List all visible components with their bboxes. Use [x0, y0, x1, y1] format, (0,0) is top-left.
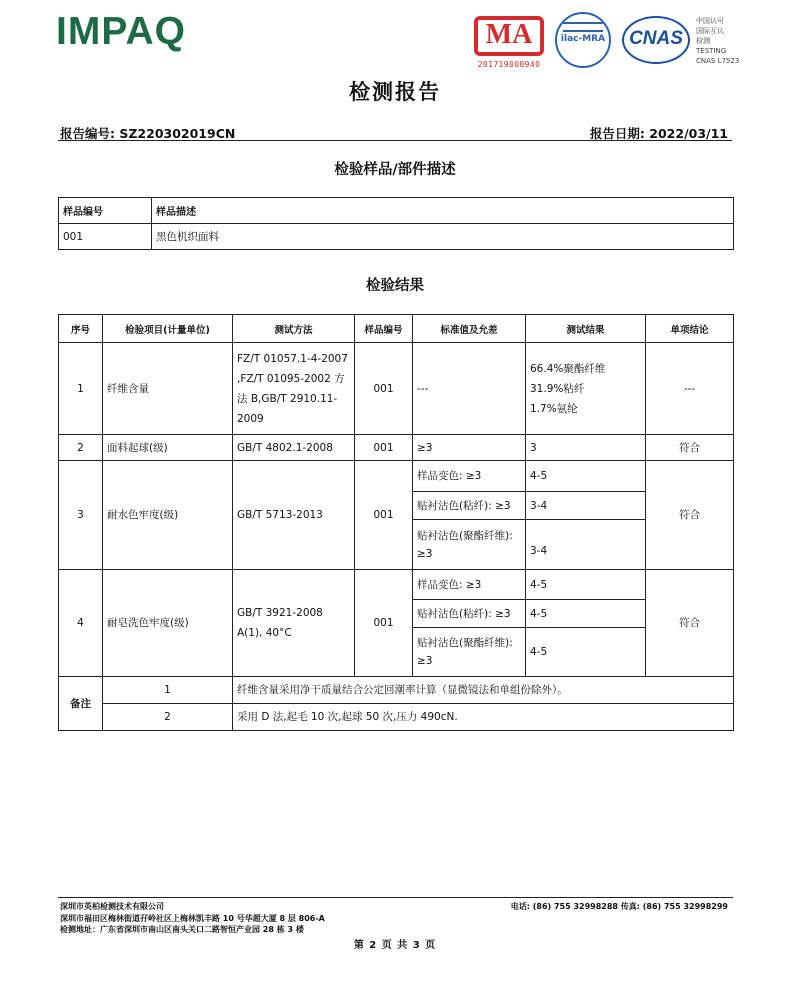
footer-address-line: 深圳市福田区梅林街道孖岭社区上梅林凯丰路 10 号华超大厦 8 层 806-A — [60, 913, 325, 923]
standard-value: 贴衬沾色(聚酯纤维): ≥3 — [413, 519, 525, 569]
remark-text: 采用 D 法,起毛 10 次,起球 50 次,压力 490cN. — [233, 704, 734, 731]
standard-value: 样品变色: ≥3 — [417, 470, 482, 482]
row-number: 2 — [59, 435, 103, 461]
impaq-logo — [56, 10, 186, 54]
result-line: 66.4%聚酯纤维 — [530, 362, 606, 375]
remark-row — [59, 704, 734, 731]
remark-number: 1 — [103, 677, 233, 704]
footer-divider — [58, 897, 733, 898]
test-method: GB/T 5713-2013 — [233, 461, 355, 570]
remark-text: 纤维含量采用净干质量结合公定回潮率计算（显微镜法和单组份除外）。 — [233, 677, 734, 704]
sample-id: 001 — [355, 570, 413, 677]
header-divider — [58, 140, 732, 141]
test-method: FZ/T 01057.1-4-2007 ,FZ/T 01095-2002 方法 B,GB/T 2910.11-2009 — [233, 343, 355, 435]
conclusion: 符合 — [646, 461, 734, 570]
standard-value: --- — [413, 343, 526, 435]
table-row — [59, 343, 734, 435]
table-row — [59, 461, 734, 570]
column-header: 样品编号 — [355, 315, 413, 343]
table-row — [59, 435, 734, 461]
test-result: 3-4 — [526, 491, 645, 519]
test-result — [526, 343, 646, 435]
standard-value: 样品变色: ≥3 — [417, 578, 482, 591]
result-line: 1.7%氨纶 — [530, 402, 578, 415]
column-header: 检验项目(计量单位) — [103, 315, 233, 343]
cma-label: MA — [485, 19, 533, 50]
sample-table — [58, 197, 734, 250]
sample-section-title: 检验样品/部件描述 — [334, 162, 456, 178]
row-number: 4 — [59, 570, 103, 677]
standard-value: 贴衬沾色(粘纤): ≥3 — [413, 491, 525, 519]
cnas-side-line: 国际互认 — [696, 27, 724, 35]
sample-id: 001 — [355, 435, 413, 461]
test-item: 面料起球(级) — [103, 435, 233, 461]
column-header: 测试方法 — [233, 315, 355, 343]
report-date-value: 2022/03/11 — [649, 126, 728, 141]
standard-value-group — [413, 570, 526, 677]
page-title: 检测报告 — [349, 80, 441, 104]
remark-number: 2 — [103, 704, 233, 731]
standard-value-group — [413, 461, 526, 570]
page-number: 第 2 页 共 3 页 — [353, 940, 437, 951]
standard-value: 贴衬沾色(聚酯纤维): ≥3 — [413, 627, 525, 676]
standard-value: ≥3 — [413, 435, 526, 461]
sample-description: 黑色机织面料 — [152, 224, 734, 250]
cnas-logo — [622, 12, 690, 64]
ilac-mra-logo — [555, 12, 611, 68]
footer-address — [60, 901, 325, 936]
cnas-side-line: TESTING — [696, 47, 727, 55]
sample-id: 001 — [355, 343, 413, 435]
test-result: 4-5 — [526, 627, 645, 676]
test-result: 3-4 — [526, 519, 645, 569]
footer-lab-address: 检测地址：广东省深圳市南山区南头关口二路智恒产业园 28 栋 3 楼 — [60, 925, 304, 934]
column-header: 测试结果 — [526, 315, 646, 343]
test-method: GB/T 4802.1-2008 — [233, 435, 355, 461]
column-header: 样品编号 — [59, 198, 152, 224]
test-result-group — [526, 570, 646, 677]
table-row — [59, 570, 734, 677]
standard-value: 贴衬沾色(粘纤): ≥3 — [413, 599, 525, 627]
column-header: 序号 — [59, 315, 103, 343]
conclusion: 符合 — [646, 435, 734, 461]
test-result: 4-5 — [526, 599, 645, 627]
results-section-title: 检验结果 — [366, 278, 424, 294]
test-result-group — [526, 461, 646, 570]
logo-text: IMPAQ — [56, 10, 186, 53]
test-result: 4-5 — [530, 578, 548, 591]
cma-logo — [470, 12, 548, 72]
results-table — [58, 314, 734, 731]
test-item: 耐皂洗色牢度(级) — [103, 570, 233, 677]
column-header: 单项结论 — [646, 315, 734, 343]
row-number: 3 — [59, 461, 103, 570]
result-line: 31.9%粘纤 — [530, 382, 585, 395]
conclusion: 符合 — [646, 570, 734, 677]
column-header: 样品描述 — [152, 198, 734, 224]
footer-company: 深圳市英柏检测技术有限公司 — [60, 902, 164, 911]
report-date-label: 报告日期: — [589, 126, 645, 141]
cnas-side-text — [696, 16, 756, 66]
test-method: GB/T 3921-2008 A(1), 40°C — [233, 570, 355, 677]
row-number: 1 — [59, 343, 103, 435]
column-header: 标准值及允差 — [413, 315, 526, 343]
sample-id: 001 — [59, 224, 152, 250]
cnas-side-line: 检测 — [696, 37, 710, 45]
table-header-row — [59, 198, 734, 224]
remarks-label: 备注 — [59, 677, 103, 731]
report-number-value: SZ220302019CN — [119, 126, 236, 141]
test-item: 纤维含量 — [103, 343, 233, 435]
cnas-side-line: 中国认可 — [696, 17, 724, 25]
cma-number: 201719000940 — [477, 60, 541, 69]
test-item: 耐水色牢度(级) — [103, 461, 233, 570]
remark-row — [59, 677, 734, 704]
ilac-label: ilac-MRA — [560, 34, 606, 44]
cnas-side-line: CNAS L7523 — [696, 57, 740, 65]
table-header-row — [59, 315, 734, 343]
sample-id: 001 — [355, 461, 413, 570]
test-result: 4-5 — [530, 470, 548, 482]
test-result: 3 — [526, 435, 646, 461]
table-row — [59, 224, 734, 250]
footer-contact: 电话: (86) 755 32998288 传真: (86) 755 32998299 — [510, 902, 728, 911]
cnas-label: CNAS — [629, 28, 683, 49]
report-number-label: 报告编号: — [60, 126, 115, 141]
conclusion: --- — [646, 343, 734, 435]
